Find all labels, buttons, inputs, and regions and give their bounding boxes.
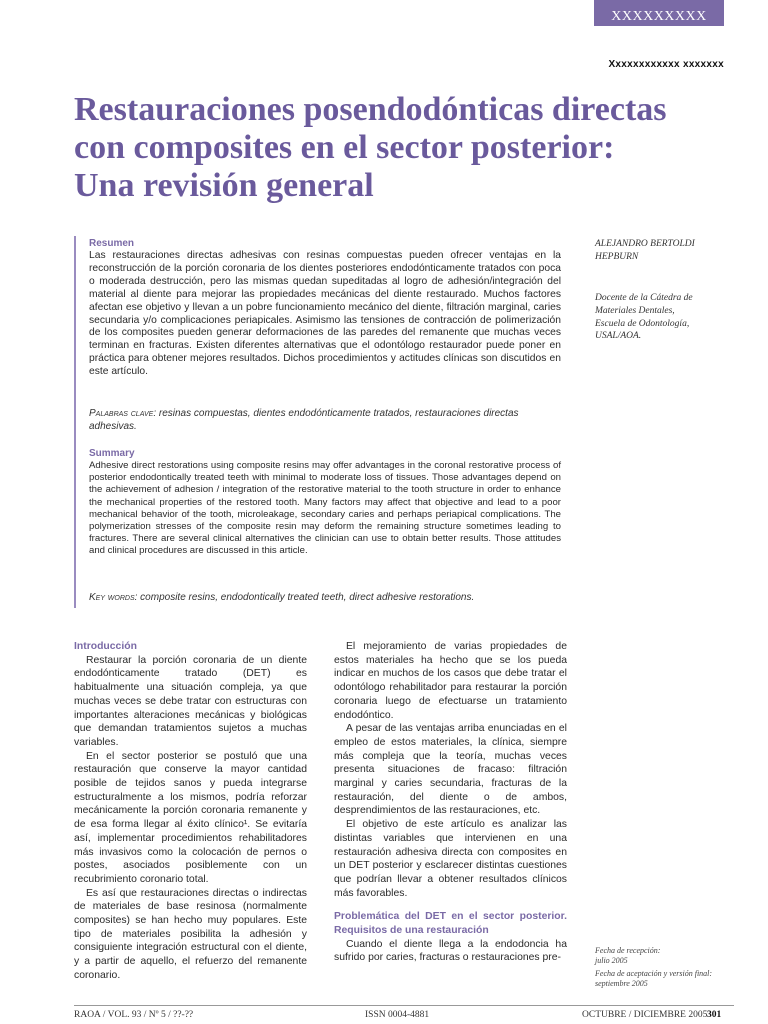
summary-block (89, 448, 561, 558)
section-2-heading: Problemática del DET en el sector posterior. Requisitos de una restauración (334, 911, 567, 937)
article-dates (595, 946, 735, 992)
body-column-left (74, 640, 307, 983)
body-paragraph: El mejoramiento de varias propiedades de estos materiales ha hecho que se los pueda indicar en muchos de los casos que debe tratar el odontólogo rehabilitador para restaurar la porción coronaria luego de efectuarse un tratamiento endodóntico. (334, 641, 567, 721)
accepted-label: Fecha de aceptación y versión final: (595, 969, 713, 978)
page-number: 301 (707, 1010, 722, 1020)
resumen-heading: Resumen (89, 238, 135, 249)
body-column-right (334, 640, 567, 965)
affiliation-line-4: USAL/AOA. (595, 331, 642, 342)
footer-journal: RAOA / VOL. 93 / Nº 5 / ??-?? (74, 1010, 194, 1020)
affiliation-line-1: Docente de la Cátedra de (595, 293, 693, 303)
palabras-clave-text: : resinas compuestas, dientes endodónticamente tratados, restauraciones directas adhesivas. (89, 408, 519, 432)
author-affiliation (595, 292, 735, 343)
body-paragraph: A pesar de las ventajas arriba enunciadas en el empleo de estos materiales, la clínica, siempre más compleja que la teoría, muchas veces presenta situaciones de fracaso: filtración marginal y caries secundaria, fracturas de la restauración, del diente o de ambos, desprendimientos de las restauraciones, etc. (334, 723, 567, 817)
key-words-label: Key words (89, 592, 135, 603)
resumen-text: Las restauraciones directas adhesivas con resinas compuestas pueden ofrecer ventajas en la reconstrucción de la porción coronaria de los dientes posteriores endodónticamente tratados con poca o moderada destrucción, pero las mismas quedan supeditadas al logro de adhesión/integración del material al diente para mejorar las propiedades mecánicas del diente restaurado. Muchos factores afectan ese objetivo y llevan a un pobre funcionamiento mecánico del diente, filtración marginal, caries secundaria y/o complicaciones periapicales. Asimismo las tensiones de contracción de polimerización de los composites pueden generar deformaciones de las paredes del remanente que muchas veces terminan en fracturas. Existen diferentes alternativas que el odontólogo restaurador puede poner en práctica para obtener mejores resultados. Dichos procedimientos y actitudes clínicas son discutidos en este artículo. (89, 250, 561, 378)
affiliation-line-2: Materiales Dentales, (595, 305, 675, 316)
title-line-3: Una revisión general (74, 167, 374, 204)
footer-divider (74, 1005, 734, 1006)
body-paragraph: Cuando el diente llega a la endodoncia ha sufrido por caries, fracturas o restauraciones pre- (334, 938, 567, 964)
body-paragraph: El objetivo de este artículo es analizar las distintas variables que intervienen en una restauración adhesiva directa con composites en un DET posterior y esclarecer distintas cuestiones que podrían llevar a obtener resultados clínicos más favorables. (334, 819, 567, 899)
received-date (595, 946, 735, 965)
author-name-line-2: HEPBURN (595, 251, 639, 262)
affiliation-line-3: Escuela de Odontología, (595, 318, 690, 329)
resumen-block (89, 238, 561, 379)
key-words-text: : composite resins, endodontically treated teeth, direct adhesive restorations. (134, 592, 475, 603)
author-name-line-1: ALEJANDRO BERTOLDI (595, 239, 695, 249)
section-label: Xxxxxxxxxxxx xxxxxxx (608, 59, 724, 70)
body-paragraph: Restaurar la porción coronaria de un diente endodónticamente tratado (DET) es habitualmente una situación compleja, ya que muchas veces se debe tratar con estructuras con importantes alteraciones mecánicas y biológicas que demandan tratamientos sujetos a muchas variables. (74, 654, 307, 748)
footer-date: OCTUBRE / DICIEMBRE 2005 (582, 1010, 708, 1020)
author-name (595, 238, 735, 263)
body-paragraph: Es así que restauraciones directas o indirectas de materiales de base resinosa (normalmente composites) se han hecho muy populares. Este tipo de materiales posibilita la adhesión y consiguiente integración estructural con el diente, y a partir de aquello, el refuerzo del remanente coronario. (74, 887, 307, 981)
accepted-value: septiembre 2005 (595, 978, 648, 988)
received-label: Fecha de recepción: (595, 946, 661, 955)
palabras-clave-label: Palabras clave (89, 408, 154, 419)
intro-heading: Introducción (74, 641, 137, 652)
article-title (74, 91, 734, 205)
summary-text: Adhesive direct restorations using composite resins may offer advantages in the coronal restorative process of posterior endodontically treated teeth with minimal to moderate loss of tissues. Those advantages depend on the achievement of adhesion / integration of the restorative material to the tooth structure in order to enhance the mechanical properties of the restored tooth. Many factors may affect that objective and lead to a poor mechanical behavior of the tooth, microleakage, secondary caries and perhaps periapical complications. The polymerization stresses of the composite resin may deform the remaining structure sometimes leading to fractures. There are several clinical alternatives the clinician can use to obtain better results. Those attitudes and clinical procedures are discussed in this article. (89, 460, 561, 557)
key-words (89, 592, 561, 605)
title-line-2: con composites en el sector posterior: (74, 129, 615, 166)
summary-heading: Summary (89, 448, 135, 459)
palabras-clave (89, 408, 561, 433)
accepted-date (595, 969, 735, 988)
abstract-box (74, 236, 566, 608)
body-paragraph: En el sector posterior se postuló que una restauración que conserve la mayor cantidad posible de tejidos sanos y pueda integrarse estructuralmente a los mismos, podría reforzar mecánicamente la porción coronaria remanente y de esa forma llegar al éxito clínico¹. Se evitaría así, implementar procedimientos rehabilitadores más invasivos como la colocación de pernos o postes, asociados posiblemente con un recubrimiento coronario total. (74, 750, 307, 885)
title-line-1: Restauraciones posendodónticas directas (74, 91, 667, 128)
received-value: julio 2005 (595, 955, 628, 965)
header-section-tab: XXXXXXXXX (594, 0, 724, 26)
footer-issn: ISSN 0004-4881 (365, 1010, 430, 1020)
